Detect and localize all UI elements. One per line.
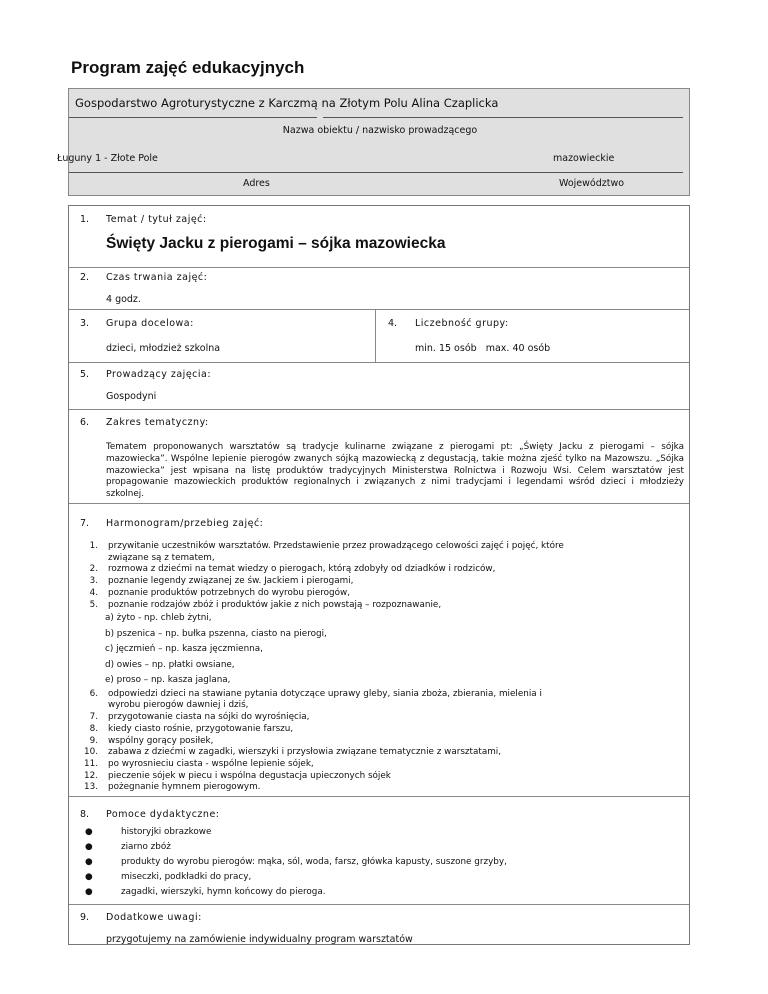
list-item: 3. poznanie legendy związanej ze św. Jackiem i pierogami, [89, 576, 354, 587]
program-table [68, 205, 690, 945]
section-4-label: Liczebność grupy: [415, 318, 509, 329]
divider [69, 503, 689, 504]
topic-title: Święty Jacku z pierogami – sójka mazowiecka [106, 235, 446, 252]
teaching-aids-list [81, 825, 681, 900]
section-9-number: 9. [80, 912, 90, 923]
group-size-value: min. 15 osób max. 40 osób [415, 343, 551, 354]
bullet-icon: ● [85, 872, 93, 882]
additional-notes-value: przygotujemy na zamówienie indywidualny program warsztatów [106, 934, 413, 945]
list-item: ● zagadki, wierszyki, hymn końcowy do pieroga. [81, 885, 681, 900]
voivodeship: mazowieckie [553, 153, 615, 164]
address-caption: Adres [243, 178, 270, 189]
section-4-number: 4. [388, 318, 398, 329]
section-8-label: Pomoce dydaktyczne: [106, 809, 220, 820]
divider [69, 409, 689, 410]
divider [323, 117, 683, 118]
list-item: 5. poznanie rodzajów zbóż i produktów jakie z nich powstają – rozpoznawanie, [89, 599, 442, 610]
duration-value: 4 godz. [106, 294, 141, 305]
list-item: 6. odpowiedzi dzieci na stawiane pytania dotyczące uprawy gleby, siania zboża, zbierania, mielenia i [89, 688, 542, 699]
list-item: 13. pożegnanie hymnem pierogowym. [84, 782, 261, 793]
list-item: wyrobu pierogów dawniej i dziś, [108, 700, 249, 711]
list-item: 4. poznanie produktów potrzebnych do wyrobu pierogów, [89, 587, 351, 598]
list-item: 10. zabawa z dziećmi w zagadki, wierszyki i przysłowia związane tematycznie z warsztatami, [84, 747, 502, 758]
section-6-label: Zakres tematyczny: [106, 417, 209, 428]
bullet-icon: ● [85, 887, 93, 897]
section-5-number: 5. [80, 369, 90, 380]
section-6-number: 6. [80, 417, 90, 428]
bullet-icon: ● [85, 842, 93, 852]
header-box [57, 88, 690, 196]
divider [69, 362, 689, 363]
address: Ługuny 1 - Złote Pole [57, 153, 158, 164]
list-item: ● ziarno zbóż [81, 840, 681, 855]
section-1-label: Temat / tytuł zajęć: [106, 214, 207, 225]
schedule-list [80, 541, 680, 794]
page-title: Program zajęć edukacyjnych [71, 58, 305, 77]
scope-paragraph: Tematem proponowanych warsztatów są tradycje kulinarne związane z pierogami pt: „Święty Jacku z pierogami – sójka mazowiecka”. Wspólne lepienie pierogów zwanych sójką mazowiecką z degustacją, takie można zjeść tylko na Mazowszu. „Sójka mazowiecka” jest wpisana na listę produktów tradycyjnych Ministerstwa Rolnictwa i Rozwoju Wsi. Celem warsztatów jest propagowanie mazowieckich produktów regionalnych i związanych z nimi tradycjami i legendami wśród dzieci i młodzieży szkolnej. [106, 442, 684, 500]
divider [69, 796, 689, 797]
section-9-label: Dodatkowe uwagi: [106, 912, 202, 923]
bullet-icon: ● [85, 857, 93, 867]
section-2-number: 2. [80, 272, 90, 283]
divider [69, 904, 689, 905]
list-item: 8. kiedy ciasto rośnie, przygotowanie farszu, [89, 723, 294, 734]
divider [69, 267, 689, 268]
list-item: związane są z tematem, [108, 552, 215, 563]
section-3-number: 3. [80, 318, 90, 329]
voivodeship-caption: Województwo [559, 178, 625, 189]
object-caption: Nazwa obiektu / nazwisko prowadzącego [282, 125, 478, 136]
object-name: Gospodarstwo Agroturystyczne z Karczmą na Złotym Polu Alina Czaplicka [75, 96, 499, 110]
divider [69, 117, 317, 118]
list-item: 11. po wyrosnieciu ciasta - wspólne lepienie sójek, [84, 758, 314, 769]
section-3-label: Grupa docelowa: [106, 318, 194, 329]
divider [375, 309, 376, 362]
list-item: b) pszenica – np. bułka pszenna, ciasto na pierogi, [105, 628, 327, 639]
divider [69, 172, 683, 173]
list-item: 7. przygotowanie ciasta na sójki do wyrośnięcia, [89, 712, 310, 723]
leader-value: Gospodyni [106, 391, 157, 402]
list-item: 2. rozmowa z dziećmi na temat wiedzy o pierogach, którą zdobyły od dziadków i rodziców, [89, 564, 496, 575]
section-1-number: 1. [80, 214, 90, 225]
list-item: 9. wspólny gorący posiłek, [89, 735, 214, 746]
section-7-label: Harmonogram/przebieg zajęć: [106, 518, 264, 529]
list-item: e) proso – np. kasza jaglana, [105, 675, 231, 686]
list-item: ● historyjki obrazkowe [81, 825, 681, 840]
list-item: ● produkty do wyrobu pierogów: mąka, sól, woda, farsz, główka kapusty, suszone grzyby, [81, 855, 681, 870]
grain-sublist [80, 611, 680, 689]
list-item: 12. pieczenie sójek w piecu i wspólna degustacja upieczonych sójek [84, 770, 391, 781]
target-group-value: dzieci, młodzież szkolna [106, 343, 221, 354]
section-7-number: 7. [80, 518, 90, 529]
list-item: c) jęczmień – np. kasza jęczmienna, [105, 644, 263, 655]
section-8-number: 8. [80, 809, 90, 820]
section-2-label: Czas trwania zajęć: [106, 272, 208, 283]
list-item: 1. przywitanie uczestników warsztatów. Przedstawienie przez prowadzącego celowości zajęć i pojęć, które [89, 541, 564, 551]
divider [69, 309, 689, 310]
list-item: ● miseczki, podkładki do pracy, [81, 870, 681, 885]
list-item: d) owies – np. płatki owsiane, [105, 659, 235, 670]
bullet-icon: ● [85, 827, 93, 837]
list-item: a) żyto - np. chleb żytni, [105, 613, 212, 624]
section-5-label: Prowadzący zajęcia: [106, 369, 212, 380]
